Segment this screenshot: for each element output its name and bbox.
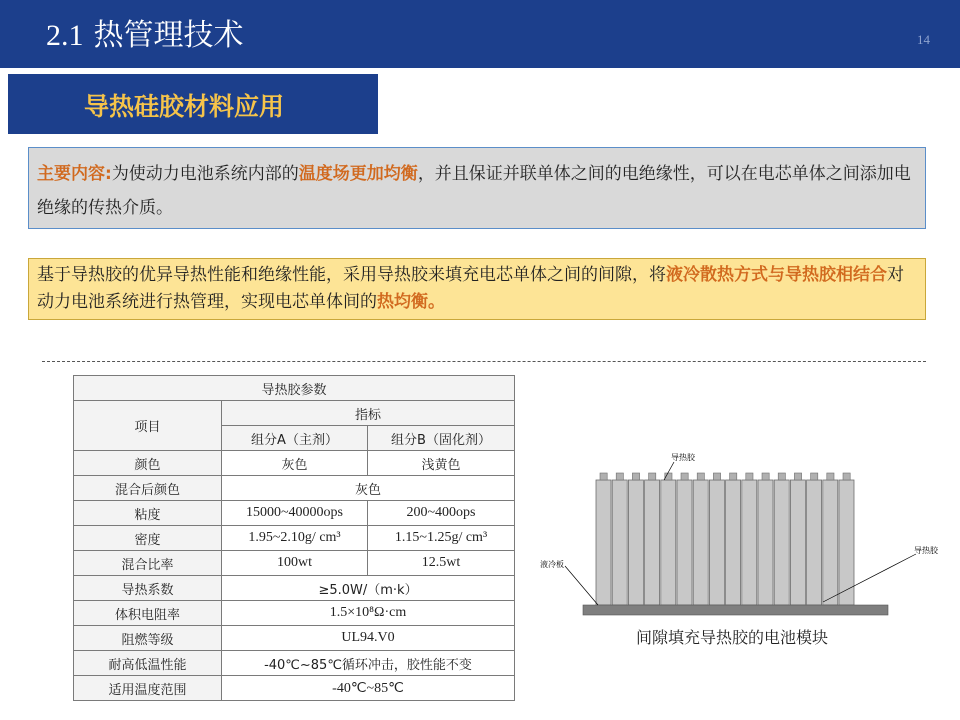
cell-value: UL94.V0 — [222, 626, 515, 651]
column-header-item: 项目 — [74, 401, 222, 451]
battery-cell — [726, 480, 741, 605]
note-text-1: 基于导热胶的优异导热性能和绝缘性能，采用导热胶来填充电芯单体之间的间隙，将 — [37, 265, 666, 285]
main-content-box — [28, 147, 926, 229]
note-highlight-2: 热均衡 — [377, 292, 428, 312]
diagram-caption: 间隙填充导热胶的电池模块 — [636, 628, 829, 647]
table-row — [74, 601, 515, 626]
battery-cell-terminal — [649, 473, 656, 480]
table-title-row — [74, 376, 515, 401]
row-label: 混合后颜色 — [74, 476, 222, 501]
battery-cell — [645, 480, 660, 605]
table-row — [74, 576, 515, 601]
row-label: 混合比率 — [74, 551, 222, 576]
battery-cell — [693, 480, 708, 605]
battery-cell — [839, 480, 854, 605]
row-label: 密度 — [74, 526, 222, 551]
battery-cell-terminal — [713, 473, 720, 480]
cell-b: 12.5wt — [368, 551, 515, 576]
row-label: 耐高低温性能 — [74, 651, 222, 676]
table-row — [74, 476, 515, 501]
section-heading: 导热硅胶材料应用 — [84, 92, 285, 121]
battery-cell-terminal — [697, 473, 704, 480]
battery-module-diagram — [538, 450, 950, 628]
battery-cell-terminal — [827, 473, 834, 480]
cold-plate-leader — [565, 566, 598, 605]
label-glue-right: 导热胶 — [914, 546, 938, 555]
section-number: 2.1 — [46, 19, 84, 52]
page-number: 14 — [917, 32, 930, 47]
row-label: 体积电阻率 — [74, 601, 222, 626]
battery-cell-terminal — [762, 473, 769, 480]
battery-cell-terminal — [843, 473, 850, 480]
table-row — [74, 501, 515, 526]
cell-value: -40℃~85℃循环冲击，胶性能不变 — [222, 651, 515, 676]
cell-a: 灰色 — [222, 451, 368, 476]
column-header-component-a: 组分A（主剂） — [222, 426, 368, 451]
row-label: 导热系数 — [74, 576, 222, 601]
battery-cell-terminal — [600, 473, 607, 480]
battery-cell — [661, 480, 676, 605]
table-header-row — [74, 401, 515, 426]
battery-cell — [758, 480, 773, 605]
table-row — [74, 626, 515, 651]
cell-b: 浅黄色 — [368, 451, 515, 476]
battery-cell — [612, 480, 627, 605]
cold-plate — [583, 605, 888, 615]
main-content-text-1: 为使动力电池系统内部的 — [111, 164, 299, 184]
battery-cell-terminal — [730, 473, 737, 480]
cell-b: 200~400ops — [368, 501, 515, 526]
battery-module-illustration — [538, 450, 950, 628]
battery-cell-terminal — [616, 473, 623, 480]
battery-cells — [596, 473, 854, 605]
battery-cell-terminal — [794, 473, 801, 480]
battery-cell — [807, 480, 822, 605]
row-label: 粘度 — [74, 501, 222, 526]
battery-cell-terminal — [632, 473, 639, 480]
label-cold-plate: 液冷板 — [540, 560, 564, 569]
cell-value: 1.5×10⁸Ω·cm — [222, 601, 515, 626]
table-row — [74, 551, 515, 576]
table-row — [74, 451, 515, 476]
note-text-2: 对动力电池系统进行热管理，实现电芯单体间的 — [37, 265, 904, 312]
column-header-component-b: 组分B（固化剂） — [368, 426, 515, 451]
table-title: 导热胶参数 — [74, 376, 515, 401]
section-heading-box — [8, 74, 378, 134]
dashed-divider — [42, 361, 926, 362]
title-bar — [0, 0, 960, 68]
row-label: 适用温度范围 — [74, 676, 222, 701]
battery-cell — [596, 480, 611, 605]
table-row — [74, 676, 515, 701]
cell-value: -40℃~85℃ — [222, 676, 515, 701]
battery-cell — [628, 480, 643, 605]
battery-cell — [774, 480, 789, 605]
main-content-label: 主要内容: — [37, 164, 112, 184]
note-text-3: 。 — [428, 292, 445, 312]
parameter-table — [73, 375, 515, 701]
cell-a: 100wt — [222, 551, 368, 576]
cell-a: 15000~40000ops — [222, 501, 368, 526]
row-label: 阻燃等级 — [74, 626, 222, 651]
cell-value: 灰色 — [222, 476, 515, 501]
battery-cell-terminal — [811, 473, 818, 480]
note-box — [28, 258, 926, 320]
battery-cell — [742, 480, 757, 605]
table-row — [74, 526, 515, 551]
battery-cell — [677, 480, 692, 605]
column-header-spec: 指标 — [222, 401, 515, 426]
battery-cell — [790, 480, 805, 605]
label-glue-top: 导热胶 — [671, 453, 695, 462]
battery-cell-terminal — [681, 473, 688, 480]
cell-value: ≥5.0W/（m·k） — [222, 576, 515, 601]
battery-cell — [823, 480, 838, 605]
title-text: 热管理技术 — [93, 18, 244, 53]
note-highlight-1: 液冷散热方式与导热胶相结合 — [666, 265, 887, 285]
row-label: 颜色 — [74, 451, 222, 476]
battery-cell-terminal — [746, 473, 753, 480]
main-content-highlight: 温度场更加均衡 — [298, 164, 418, 184]
cell-a: 1.95~2.10g/ cm³ — [222, 526, 368, 551]
table-row — [74, 651, 515, 676]
slide-title — [46, 10, 244, 54]
battery-cell — [709, 480, 724, 605]
main-content-text-2: ，并且保证并联单体之间的电绝缘性，可以在电芯单体之间添加电绝缘的传热介质。 — [37, 164, 911, 218]
battery-cell-terminal — [778, 473, 785, 480]
cell-b: 1.15~1.25g/ cm³ — [368, 526, 515, 551]
